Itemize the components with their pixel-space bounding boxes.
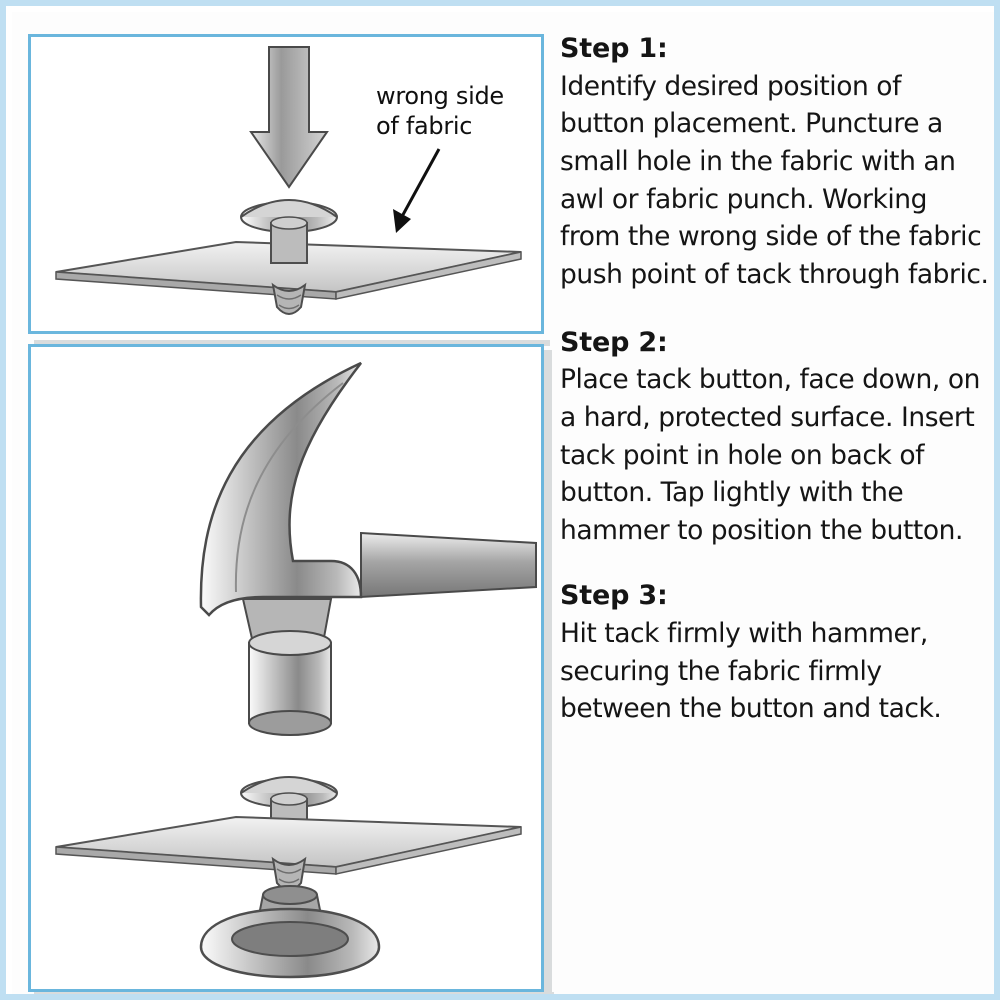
figure-panel-step2-3 xyxy=(28,344,544,992)
figure-label-line1: wrong side xyxy=(376,82,504,110)
step-2-body: Place tack button, face down, on a hard, protected surface. Insert tack point in hole on back of button. Tap lightly with the hammer to position the button. xyxy=(560,364,980,546)
step-3-title: Step 3: xyxy=(560,580,668,612)
figure-label-line2: of fabric xyxy=(376,112,473,140)
downward-arrow-icon xyxy=(251,47,327,187)
fabric-and-tack-figure xyxy=(31,37,541,331)
step-3-body: Hit tack firmly with hammer, securing the fabric firmly between the button and tack. xyxy=(560,618,942,725)
hammer-handle xyxy=(361,533,536,597)
step-1-title: Step 1: xyxy=(560,33,668,64)
panel-shadow xyxy=(544,350,552,1000)
step-block-3 xyxy=(560,579,990,728)
illustration-column xyxy=(20,22,550,992)
panel-shadow xyxy=(34,992,554,1000)
step-block-2 xyxy=(560,326,990,550)
hammer-face xyxy=(243,599,331,735)
figure-panel-step1 xyxy=(28,34,544,334)
hammer-and-button-figure xyxy=(31,347,541,989)
tack-base xyxy=(201,886,379,977)
hammer-head xyxy=(201,363,361,615)
instructions-column xyxy=(560,32,990,982)
step-2-title: Step 2: xyxy=(560,326,668,358)
step-block-1 xyxy=(560,32,990,294)
callout-arrow-icon xyxy=(393,149,439,233)
step-1-body: Identify desired position of button placement. Puncture a small hole in the fabric with an awl or fabric punch. Working from the wrong side of the fabric push point of tack through fabric. xyxy=(560,70,989,290)
sheet-inner xyxy=(12,12,1000,1000)
